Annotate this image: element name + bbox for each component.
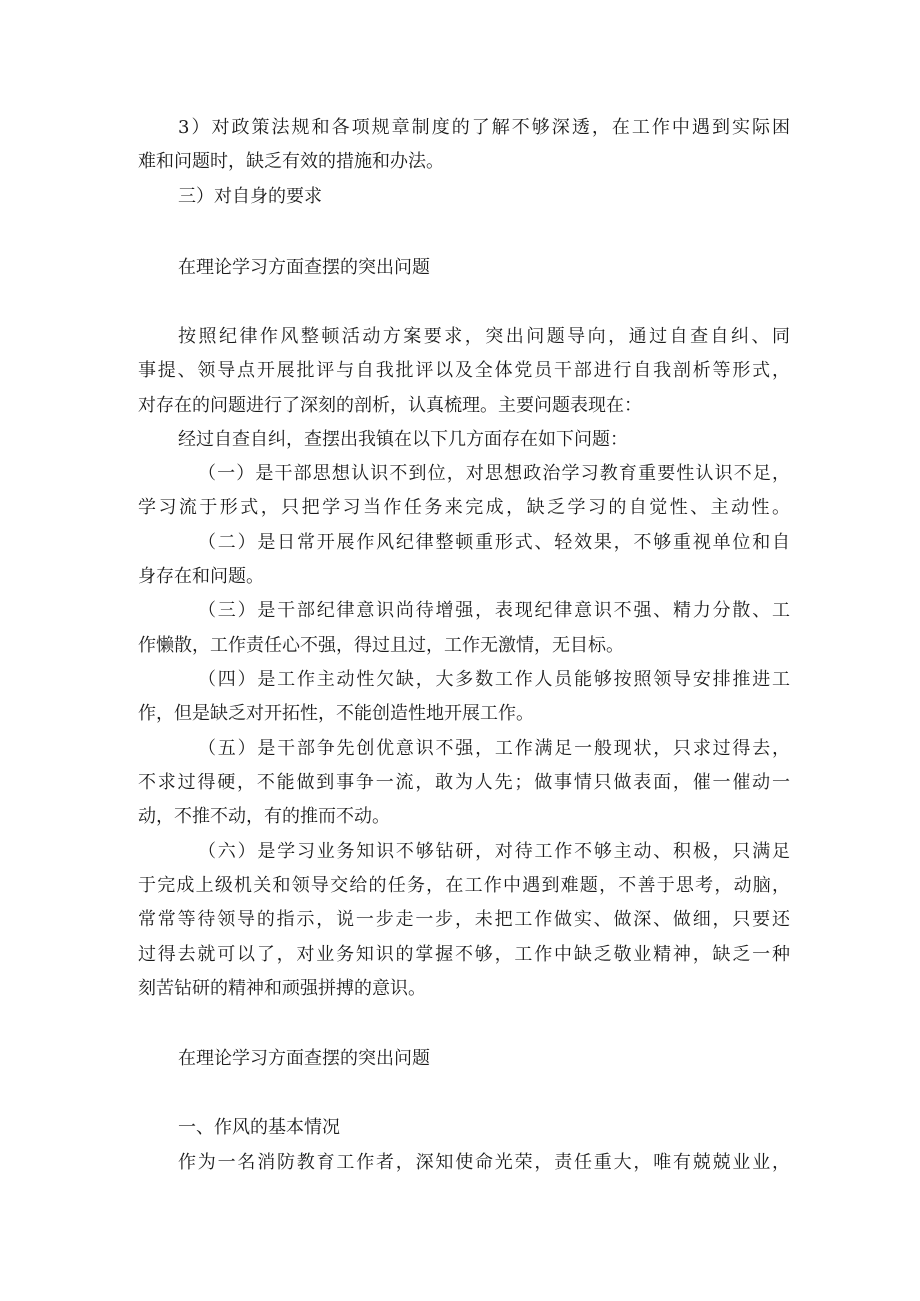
section-heading: 在理论学习方面查摆的突出问题	[178, 1048, 430, 1069]
paragraph-line: 事提、领导点开展批评与自我批评以及全体党员干部进行自我剖析等形式，	[138, 360, 790, 381]
section-heading: 三）对自身的要求	[178, 186, 322, 207]
section-heading: 一、作风的基本情况	[178, 1117, 340, 1138]
list-item-line: 常常等待领导的指示，说一步走一步，未把工作做实、做深、做细，只要还	[138, 909, 790, 930]
paragraph-line: 难和问题时，缺乏有效的措施和办法。	[138, 151, 444, 172]
list-item-line: 学习流于形式，只把学习当作任务来完成，缺乏学习的自觉性、主动性。	[138, 497, 790, 518]
list-item-line: （三）是干部纪律意识尚待增强，表现纪律意识不强、精力分散、工	[198, 600, 790, 621]
list-item-line: 于完成上级机关和领导交给的任务，在工作中遇到难题，不善于思考，动脑，	[138, 875, 790, 896]
list-item-line: 不求过得硬，不能做到事争一流，敢为人先；做事情只做表面，催一催动一	[138, 772, 790, 793]
list-item-line: （四）是工作主动性欠缺，大多数工作人员能够按照领导安排推进工	[198, 669, 790, 690]
paragraph-line: 经过自查自纠，查摆出我镇在以下几方面存在如下问题：	[178, 429, 628, 450]
section-heading: 在理论学习方面查摆的突出问题	[178, 257, 430, 278]
list-item-line: 作，但是缺乏对开拓性，不能创造性地开展工作。	[138, 703, 534, 724]
list-item-line: 刻苦钻研的精神和顽强拼搏的意识。	[138, 978, 426, 999]
paragraph-line: 按照纪律作风整顿活动方案要求，突出问题导向，通过自查自纠、同	[178, 326, 790, 347]
list-item-line: 作懒散，工作责任心不强，得过且过，工作无激情，无目标。	[138, 635, 624, 656]
list-item-line: （五）是干部争先创优意识不强，工作满足一般现状，只求过得去，	[198, 738, 790, 759]
paragraph-line: 3）对政策法规和各项规章制度的了解不够深透，在工作中遇到实际困	[178, 117, 790, 138]
list-item-line: （一）是干部思想认识不到位，对思想政治学习教育重要性认识不足，	[198, 463, 790, 484]
paragraph-line: 对存在的问题进行了深刻的剖析，认真梳理。主要问题表现在：	[138, 395, 642, 416]
list-item-line: （二）是日常开展作风纪律整顿重形式、轻效果，不够重视单位和自	[198, 532, 790, 553]
list-item-line: （六）是学习业务知识不够钻研，对待工作不够主动、积极，只满足	[198, 841, 790, 862]
paragraph-line: 作为一名消防教育工作者，深知使命光荣，责任重大，唯有兢兢业业，	[178, 1152, 790, 1173]
list-item-line: 动，不推不动，有的推而不动。	[138, 806, 390, 827]
list-item-line: 身存在和问题。	[138, 566, 264, 587]
list-item-line: 过得去就可以了，对业务知识的掌握不够，工作中缺乏敬业精神，缺乏一种	[138, 944, 790, 965]
